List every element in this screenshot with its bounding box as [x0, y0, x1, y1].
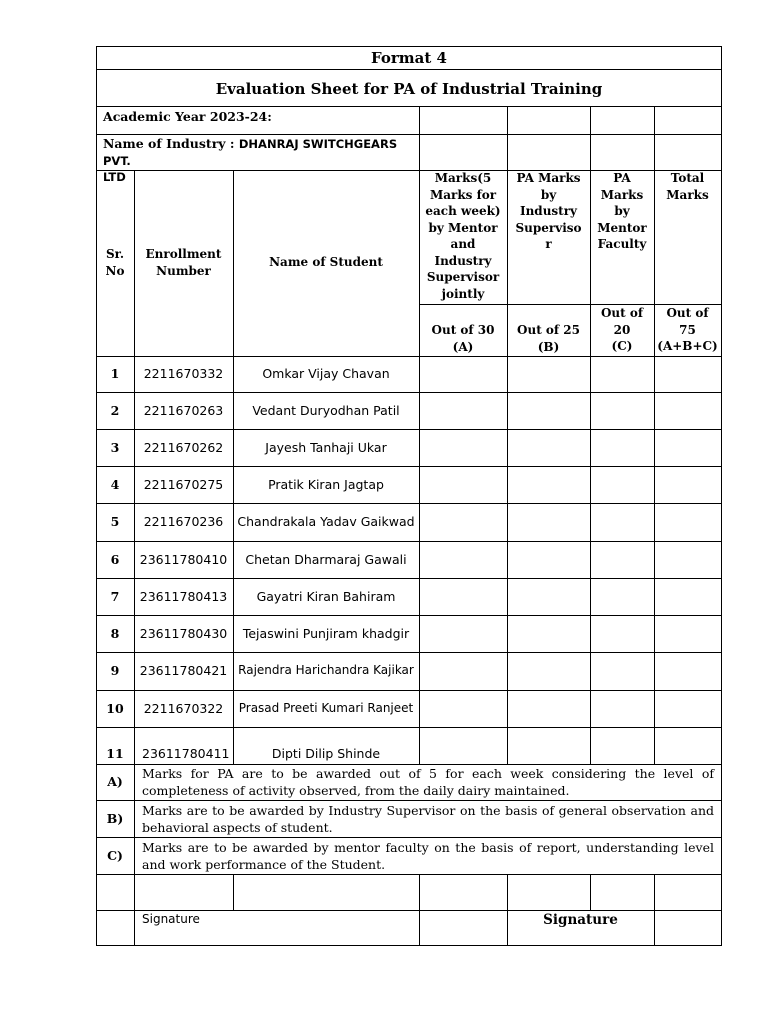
rule	[96, 503, 722, 504]
row-enrollment: 2211670275	[143, 477, 224, 492]
header-out-of-a: Out of 30 (A)	[431, 323, 495, 354]
row-sr: 2	[110, 403, 120, 418]
row-enrollment: 23611780421	[139, 663, 228, 678]
rule	[96, 466, 722, 467]
sheet-title: Evaluation Sheet for PA of Industrial Training	[215, 80, 603, 98]
note-text: Marks are to be awarded by mentor faculty on the basis of report, understanding level and work performance of the Student.	[142, 840, 714, 872]
border-right	[721, 46, 722, 946]
rule-top	[96, 46, 722, 47]
note-label: C)	[107, 848, 123, 863]
rule	[96, 615, 722, 616]
header-student-name: Name of Student	[269, 255, 383, 269]
industry-name	[103, 136, 417, 186]
col-rule	[419, 874, 420, 945]
row-sr: 9	[110, 663, 120, 678]
rule	[96, 578, 722, 579]
row-sr: 5	[110, 514, 120, 529]
col-rule	[590, 874, 591, 910]
signature-left: Signature	[142, 912, 200, 926]
header-total: Total Marks	[666, 171, 709, 202]
rule	[96, 874, 722, 875]
note-text: Marks for PA are to be awarded out of 5 for each week considering the level of completeness of activity observed, from the daily dairy maintained.	[142, 766, 714, 798]
header-enrollment: Enrollment Number	[145, 247, 222, 278]
format-label: Format 4	[371, 49, 447, 67]
row-student-name: Pratik Kiran Jagtap	[268, 477, 384, 492]
header-out-of-total: Out of 75 (A+B+C)	[657, 306, 718, 353]
header-mentor-marks: Marks(5 Marks for each week) by Mentor and Industry Supervisor jointly	[425, 171, 501, 301]
rule	[96, 134, 722, 135]
row-enrollment: 2211670262	[143, 440, 224, 455]
row-sr: 1	[110, 366, 120, 381]
col-rule	[507, 874, 508, 945]
signature-right: Signature	[543, 912, 618, 928]
industry-prefix: Name of Industry :	[103, 136, 239, 151]
row-student-name: Jayesh Tanhaji Ukar	[265, 440, 387, 455]
row-student-name: Chetan Dharmaraj Gawali	[245, 552, 407, 567]
row-sr: 8	[110, 626, 120, 641]
row-enrollment: 2211670322	[143, 701, 224, 716]
row-student-name: Chandrakala Yadav Gaikwad	[237, 514, 415, 529]
rule	[96, 837, 722, 838]
rule	[96, 690, 722, 691]
row-enrollment: 23611780411	[142, 746, 230, 761]
note-label: B)	[106, 811, 124, 826]
rule	[96, 106, 722, 107]
row-student-name: Vedant Duryodhan Patil	[252, 403, 400, 418]
row-student-name: Tejaswini Punjiram khadgir	[242, 626, 410, 641]
col-rule	[233, 874, 234, 910]
header-sr-no: Sr. No	[105, 247, 125, 278]
rule-bottom	[96, 945, 722, 946]
row-student-name: Prasad Preeti Kumari Ranjeet	[238, 701, 414, 715]
header-out-of-b: Out of 25 (B)	[517, 323, 580, 354]
row-sr: 7	[110, 589, 120, 604]
row-sr: 3	[110, 440, 120, 455]
col-rule	[654, 106, 655, 764]
rule	[96, 69, 722, 70]
header-pa-faculty: PA Marks by Mentor Faculty	[597, 171, 647, 251]
col-rule	[654, 874, 655, 945]
row-student-name: Omkar Vijay Chavan	[262, 366, 390, 381]
col-rule	[134, 764, 135, 874]
row-sr: 4	[110, 477, 120, 492]
rule	[96, 800, 722, 801]
rule	[96, 429, 722, 430]
row-enrollment: 2211670263	[143, 403, 224, 418]
row-enrollment: 23611780410	[139, 552, 228, 567]
rule	[96, 727, 722, 728]
rule	[96, 356, 722, 357]
row-student-name: Rajendra Harichandra Kajikar	[238, 663, 414, 677]
rule	[96, 541, 722, 542]
rule	[96, 392, 722, 393]
row-enrollment: 2211670332	[143, 366, 224, 381]
row-sr: 11	[106, 746, 124, 761]
industry-name-line2: LTD	[103, 170, 126, 184]
row-sr: 6	[110, 552, 120, 567]
academic-year: Academic Year 2023-24:	[103, 109, 272, 124]
note-label: A)	[107, 774, 123, 789]
header-out-of-c: Out of 20 (C)	[600, 306, 644, 353]
industry-name-line1: DHANRAJ SWITCHGEARS PVT.	[103, 137, 398, 168]
row-sr: 10	[106, 701, 124, 716]
rule	[96, 652, 722, 653]
row-enrollment: 2211670236	[143, 514, 224, 529]
row-enrollment: 23611780413	[139, 589, 228, 604]
row-enrollment: 23611780430	[139, 626, 228, 641]
row-student-name: Gayatri Kiran Bahiram	[256, 589, 396, 604]
note-text: Marks are to be awarded by Industry Supervisor on the basis of general observation and behavioral aspects of student.	[142, 803, 714, 835]
col-rule	[134, 874, 135, 945]
header-pa-industry: PA Marks by Industry Superviso r	[515, 171, 582, 251]
row-student-name: Dipti Dilip Shinde	[271, 746, 381, 761]
rule	[96, 910, 722, 911]
